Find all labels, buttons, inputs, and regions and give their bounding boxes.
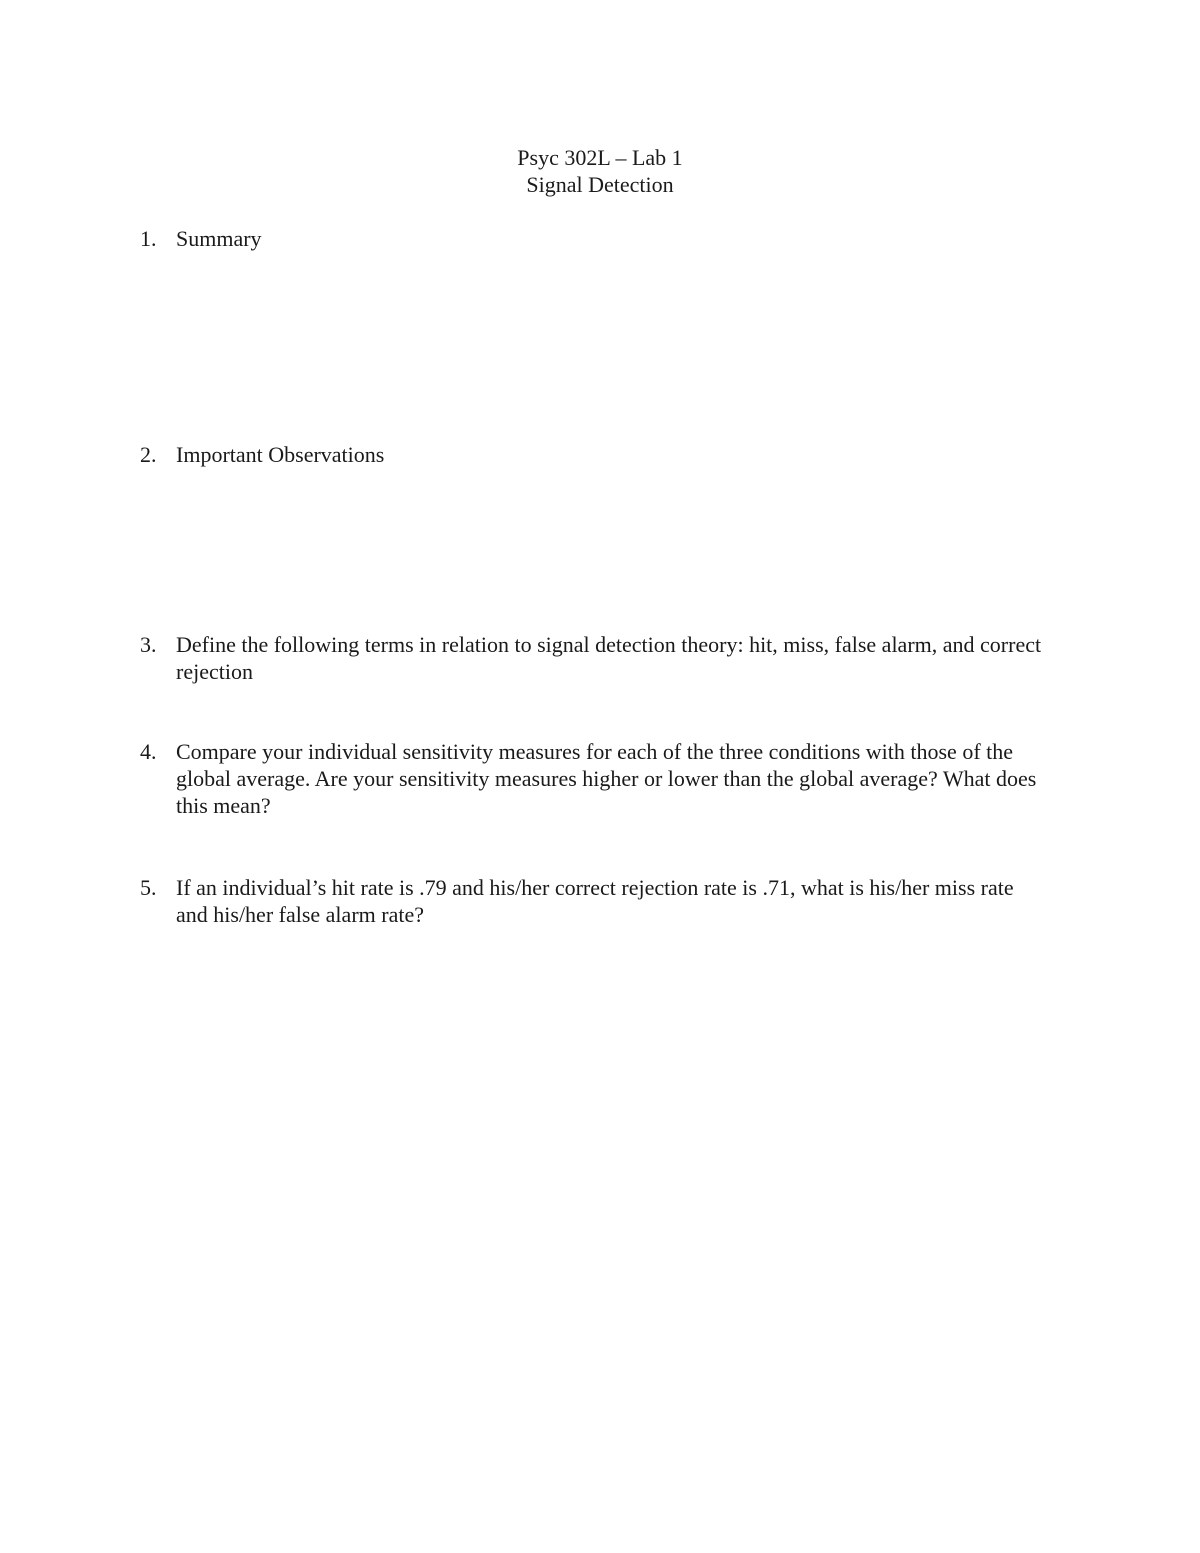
question-number: 4. [140,739,157,764]
question-number: 5. [140,875,157,900]
question-number: 1. [140,226,157,251]
question-text: Important Observations [176,442,385,467]
question-number: 3. [140,632,157,657]
question-text: Summary [176,226,262,251]
document-subtitle: Signal Detection [526,172,674,197]
question-text: Define the following terms in relation to signal detection theory: hit, miss, false alarm, and correct rejection [176,632,1042,684]
question-text: Compare your individual sensitivity measures for each of the three conditions with those of the global average. Are your sensitivity measures higher or lower than the global average? What does this mean? [176,739,1037,818]
question-number: 2. [140,442,157,467]
question-text: If an individual’s hit rate is .79 and his/her correct rejection rate is .71, what is his/her miss rate and his/her false alarm rate? [176,875,1014,927]
document-title: Psyc 302L – Lab 1 [517,145,683,170]
